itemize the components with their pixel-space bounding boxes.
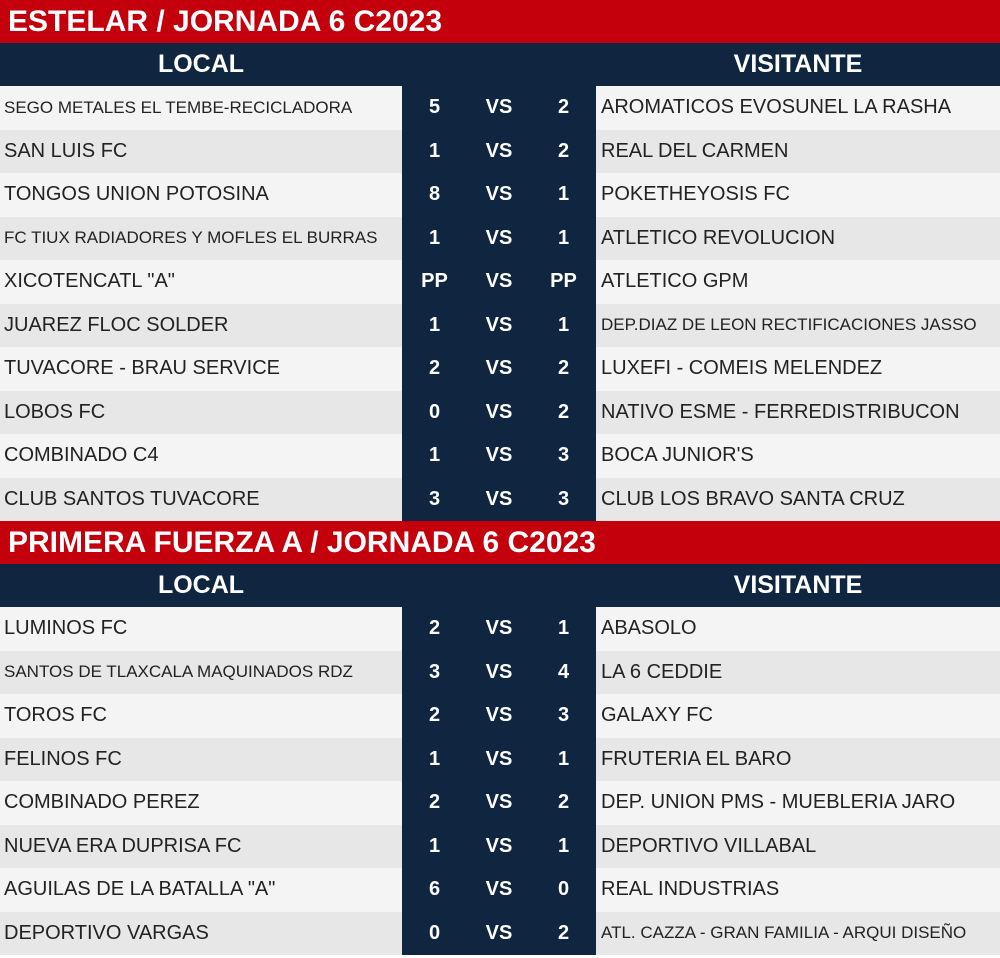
vs-label: VS <box>485 878 513 901</box>
home-score: 1 <box>428 444 441 467</box>
match-row <box>0 651 1000 695</box>
section-title: ESTELAR / JORNADA 6 C2023 <box>0 0 1000 43</box>
away-score: 2 <box>557 791 570 814</box>
score-block <box>402 391 596 435</box>
away-score: 1 <box>557 617 570 640</box>
home-score: 2 <box>428 357 441 380</box>
home-score: 1 <box>428 747 441 770</box>
home-score: 2 <box>428 617 441 640</box>
match-row <box>0 304 1000 348</box>
away-score: 4 <box>557 660 570 683</box>
visitor-team-name: BOCA JUNIOR'S <box>596 434 1000 478</box>
local-team-name: LUMINOS FC <box>0 607 402 651</box>
away-score: 1 <box>557 183 570 206</box>
home-score: 1 <box>428 834 441 857</box>
match-row <box>0 912 1000 956</box>
home-score: 3 <box>428 487 441 510</box>
local-team-name: SAN LUIS FC <box>0 130 402 174</box>
home-score: 0 <box>428 400 441 423</box>
score-block <box>402 304 596 348</box>
visitor-team-name: AROMATICOS EVOSUNEL LA RASHA <box>596 86 1000 130</box>
score-block <box>402 478 596 522</box>
away-score: 2 <box>557 357 570 380</box>
home-score: 8 <box>428 183 441 206</box>
visitor-team-name: LA 6 CEDDIE <box>596 651 1000 695</box>
local-team-name: DEPORTIVO VARGAS <box>0 912 402 956</box>
local-team-name: TONGOS UNION POTOSINA <box>0 173 402 217</box>
score-block <box>402 694 596 738</box>
vs-label: VS <box>485 444 513 467</box>
away-score: 1 <box>557 313 570 336</box>
home-score: 1 <box>428 226 441 249</box>
away-score: 3 <box>557 444 570 467</box>
local-team-name: NUEVA ERA DUPRISA FC <box>0 825 402 869</box>
away-score: 1 <box>557 834 570 857</box>
local-team-name: AGUILAS DE LA BATALLA "A" <box>0 868 402 912</box>
visitor-team-name: NATIVO ESME - FERREDISTRIBUCON <box>596 391 1000 435</box>
local-team-name: SEGO METALES EL TEMBE-RECICLADORA <box>0 86 402 130</box>
vs-label: VS <box>485 226 513 249</box>
away-score: 2 <box>557 400 570 423</box>
match-row <box>0 434 1000 478</box>
vs-label: VS <box>485 183 513 206</box>
home-score: 2 <box>428 791 441 814</box>
local-team-name: FC TIUX RADIADORES Y MOFLES EL BURRAS <box>0 217 402 261</box>
local-team-name: TOROS FC <box>0 694 402 738</box>
local-team-name: COMBINADO PEREZ <box>0 781 402 825</box>
visitor-team-name: REAL INDUSTRIAS <box>596 868 1000 912</box>
home-score: 0 <box>428 921 441 944</box>
visitor-column-header: VISITANTE <box>733 571 863 599</box>
home-score: 3 <box>428 660 441 683</box>
score-block <box>402 260 596 304</box>
vs-label: VS <box>485 834 513 857</box>
score-block <box>402 217 596 261</box>
home-score: 2 <box>428 704 441 727</box>
away-score: 3 <box>557 487 570 510</box>
vs-label: VS <box>485 270 513 293</box>
visitor-team-name: ABASOLO <box>596 607 1000 651</box>
match-row <box>0 694 1000 738</box>
vs-label: VS <box>485 791 513 814</box>
home-score: 1 <box>428 139 441 162</box>
visitor-team-name: ATL. CAZZA - GRAN FAMILIA - ARQUI DISEÑO <box>596 912 1000 956</box>
vs-label: VS <box>485 487 513 510</box>
visitor-team-name: CLUB LOS BRAVO SANTA CRUZ <box>596 478 1000 522</box>
vs-label: VS <box>485 921 513 944</box>
local-team-name: CLUB SANTOS TUVACORE <box>0 478 402 522</box>
away-score: 2 <box>557 921 570 944</box>
score-block <box>402 86 596 130</box>
local-team-name: FELINOS FC <box>0 738 402 782</box>
table-header <box>0 564 1000 607</box>
match-row <box>0 781 1000 825</box>
score-block <box>402 912 596 956</box>
local-team-name: LOBOS FC <box>0 391 402 435</box>
local-column-header: LOCAL <box>157 50 245 78</box>
results-section <box>0 521 1000 955</box>
score-block <box>402 868 596 912</box>
vs-label: VS <box>485 660 513 683</box>
vs-label: VS <box>485 313 513 336</box>
section-title: PRIMERA FUERZA A / JORNADA 6 C2023 <box>0 521 1000 564</box>
away-score: 1 <box>557 747 570 770</box>
local-team-name: XICOTENCATL "A" <box>0 260 402 304</box>
visitor-team-name: ATLETICO REVOLUCION <box>596 217 1000 261</box>
visitor-team-name: DEP.DIAZ DE LEON RECTIFICACIONES JASSO <box>596 304 1000 348</box>
vs-label: VS <box>485 357 513 380</box>
local-team-name: COMBINADO C4 <box>0 434 402 478</box>
match-row <box>0 173 1000 217</box>
score-block <box>402 434 596 478</box>
away-score: 3 <box>557 704 570 727</box>
score-block <box>402 738 596 782</box>
match-row <box>0 391 1000 435</box>
vs-label: VS <box>485 704 513 727</box>
away-score: 0 <box>557 878 570 901</box>
match-row <box>0 86 1000 130</box>
local-team-name: JUAREZ FLOC SOLDER <box>0 304 402 348</box>
match-row <box>0 130 1000 174</box>
match-row <box>0 607 1000 651</box>
match-row <box>0 478 1000 522</box>
visitor-team-name: ATLETICO GPM <box>596 260 1000 304</box>
local-team-name: SANTOS DE TLAXCALA MAQUINADOS RDZ <box>0 651 402 695</box>
home-score: PP <box>421 270 448 293</box>
visitor-team-name: LUXEFI - COMEIS MELENDEZ <box>596 347 1000 391</box>
visitor-team-name: REAL DEL CARMEN <box>596 130 1000 174</box>
score-block <box>402 130 596 174</box>
away-score: 1 <box>557 226 570 249</box>
visitor-team-name: GALAXY FC <box>596 694 1000 738</box>
table-header <box>0 43 1000 86</box>
away-score: PP <box>550 270 577 293</box>
away-score: 2 <box>557 96 570 119</box>
home-score: 1 <box>428 313 441 336</box>
visitor-column-header: VISITANTE <box>733 50 863 78</box>
local-team-name: TUVACORE - BRAU SERVICE <box>0 347 402 391</box>
visitor-team-name: DEPORTIVO VILLABAL <box>596 825 1000 869</box>
score-block <box>402 651 596 695</box>
match-row <box>0 347 1000 391</box>
match-row <box>0 868 1000 912</box>
vs-label: VS <box>485 747 513 770</box>
vs-label: VS <box>485 617 513 640</box>
score-block <box>402 173 596 217</box>
score-block <box>402 781 596 825</box>
score-block <box>402 607 596 651</box>
match-row <box>0 260 1000 304</box>
match-row <box>0 738 1000 782</box>
match-row <box>0 217 1000 261</box>
vs-label: VS <box>485 139 513 162</box>
visitor-team-name: FRUTERIA EL BARO <box>596 738 1000 782</box>
score-block <box>402 347 596 391</box>
local-column-header: LOCAL <box>157 571 245 599</box>
away-score: 2 <box>557 139 570 162</box>
vs-label: VS <box>485 400 513 423</box>
score-block <box>402 825 596 869</box>
visitor-team-name: POKETHEYOSIS FC <box>596 173 1000 217</box>
home-score: 6 <box>428 878 441 901</box>
visitor-team-name: DEP. UNION PMS - MUEBLERIA JARO <box>596 781 1000 825</box>
match-row <box>0 825 1000 869</box>
home-score: 5 <box>428 96 441 119</box>
vs-label: VS <box>485 96 513 119</box>
